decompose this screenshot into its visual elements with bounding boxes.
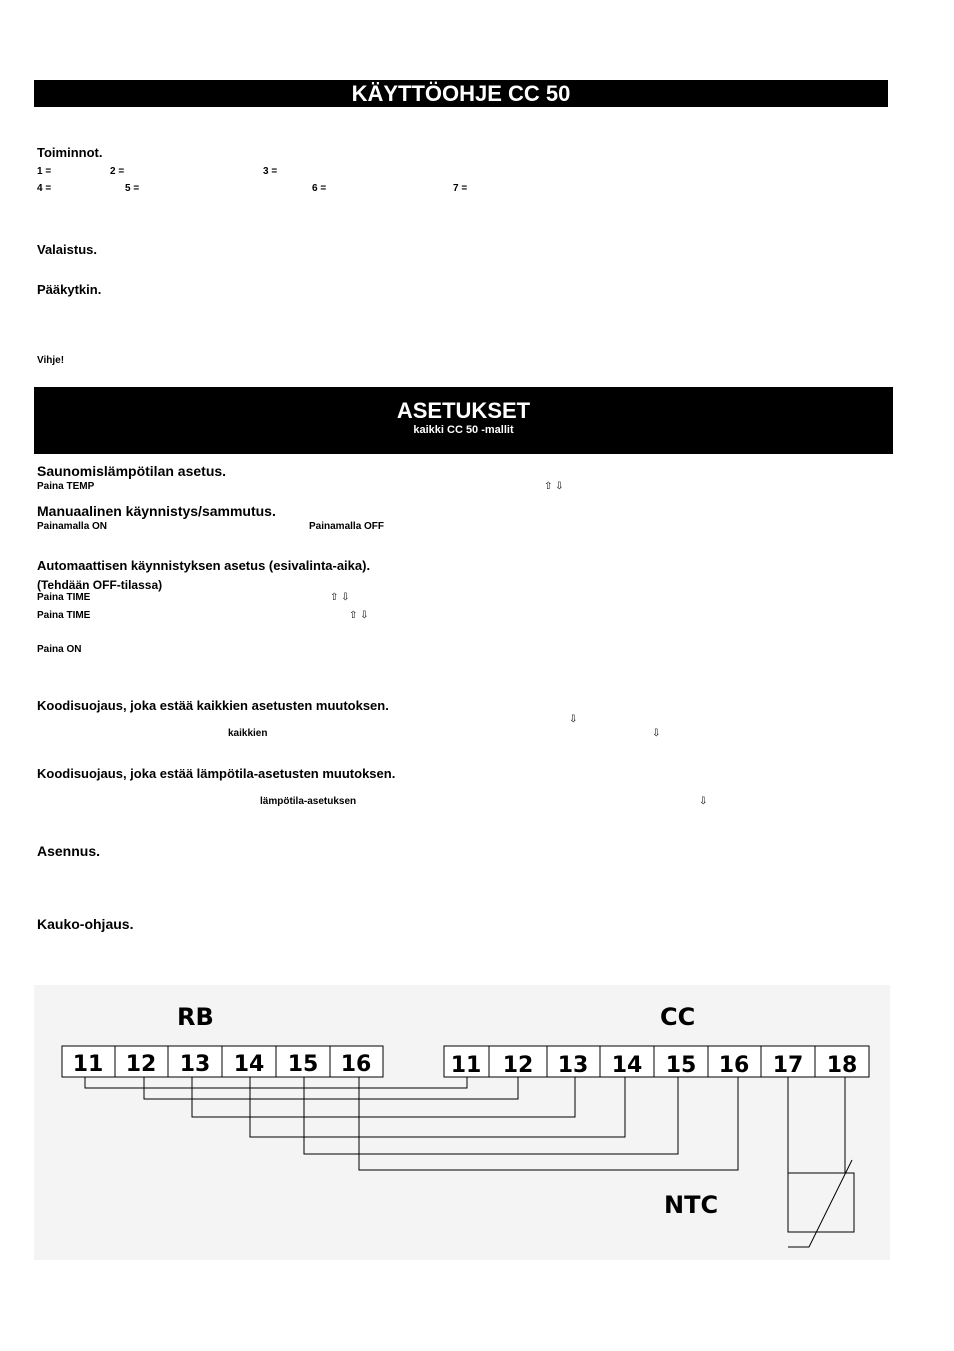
code-temp-word: lämpötila-asetuksen [260, 796, 357, 807]
settings-title: ASETUKSET [396, 398, 531, 423]
rb-terminal-14: 14 [233, 1052, 265, 1077]
function-2: 2 = [110, 166, 125, 177]
diagram-background [34, 985, 890, 1260]
cc-terminal-18: 18 [826, 1053, 858, 1078]
sauna-temp-heading: Saunomislämpötilan asetus. [37, 463, 227, 479]
auto-start-line2: Paina TIME [37, 610, 91, 621]
function-1: 1 = [37, 166, 52, 177]
manual-heading: Manuaalinen käynnistys/sammutus. [37, 503, 276, 519]
code-temp-heading: Koodisuojaus, joka estää lämpötila-asetusten muutoksen. [37, 766, 396, 781]
rb-terminal-11: 11 [72, 1052, 104, 1077]
rb-label: RB [177, 1003, 214, 1031]
title-banner [34, 80, 888, 107]
functions-heading: Toiminnot. [37, 145, 103, 160]
function-3: 3 = [263, 166, 278, 177]
down-arrow-icon: ⇩ [699, 796, 708, 807]
settings-banner [34, 387, 893, 454]
manual-on: Painamalla ON [37, 521, 108, 532]
remote-heading: Kauko-ohjaus. [37, 916, 134, 932]
code-all-heading: Koodisuojaus, joka estää kaikkien asetusten muutoksen. [37, 698, 389, 713]
main-switch-heading: Pääkytkin. [37, 282, 102, 297]
function-5: 5 = [125, 183, 140, 194]
page-title: KÄYTTÖOHJE CC 50 [351, 81, 571, 106]
down-arrow-icon: ⇩ [569, 714, 578, 725]
function-6: 6 = [312, 183, 327, 194]
settings-subtitle: kaikki CC 50 -mallit [413, 424, 514, 436]
cc-terminal-13: 13 [557, 1053, 589, 1078]
cc-label: CC [660, 1003, 696, 1031]
rb-terminal-16: 16 [340, 1052, 372, 1077]
cc-terminal-11: 11 [450, 1053, 482, 1078]
installation-heading: Asennus. [37, 843, 101, 859]
auto-start-line1: Paina TIME [37, 592, 91, 603]
rb-terminal-13: 13 [179, 1052, 211, 1077]
up-down-arrows-icon: ⇧ ⇩ [544, 481, 564, 492]
sauna-temp-line: Paina TEMP [37, 481, 95, 492]
up-down-arrows-icon: ⇧ ⇩ [330, 592, 350, 603]
manual-off: Painamalla OFF [309, 521, 385, 532]
cc-terminal-16: 16 [718, 1053, 750, 1078]
wiring-diagram [34, 985, 890, 1260]
up-down-arrows-icon: ⇧ ⇩ [349, 610, 369, 621]
cc-terminal-12: 12 [502, 1053, 534, 1078]
auto-start-note: (Tehdään OFF-tilassa) [37, 578, 163, 592]
cc-terminal-14: 14 [611, 1053, 643, 1078]
ntc-label: NTC [664, 1191, 719, 1219]
down-arrow-icon: ⇩ [652, 728, 661, 739]
rb-terminal-15: 15 [287, 1052, 319, 1077]
cc-terminal-17: 17 [772, 1053, 804, 1078]
function-7: 7 = [453, 183, 468, 194]
cc-terminal-15: 15 [665, 1053, 697, 1078]
lighting-heading: Valaistus. [37, 242, 97, 257]
code-all-word: kaikkien [228, 728, 268, 739]
rb-terminal-12: 12 [125, 1052, 157, 1077]
tip-label: Vihje! [37, 355, 65, 366]
auto-start-heading: Automaattisen käynnistyksen asetus (esivalinta-aika). [37, 558, 371, 573]
auto-start-line3: Paina ON [37, 644, 82, 655]
rb-terminal-block [62, 1046, 383, 1077]
function-4: 4 = [37, 183, 52, 194]
